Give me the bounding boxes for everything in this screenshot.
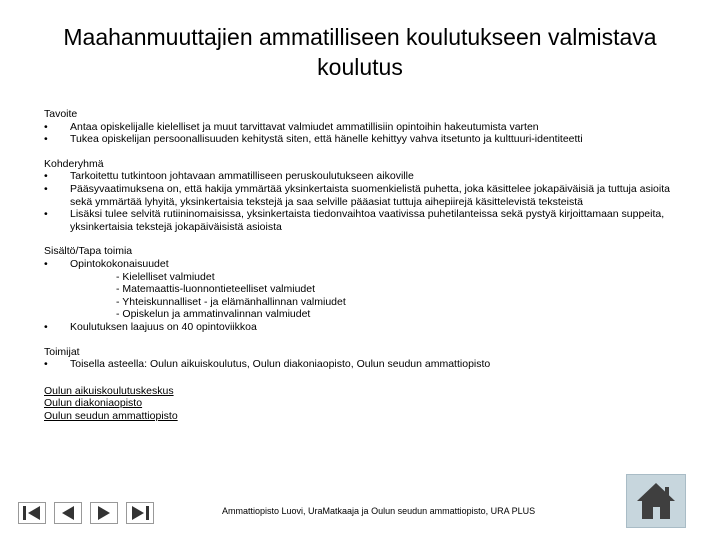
list-item [44, 170, 684, 183]
sub-list-item: - Matemaattis-luonnontieteelliset valmiudet [116, 283, 316, 296]
home-icon [627, 475, 685, 527]
bullet: • [44, 170, 48, 183]
list-item-text: Tarkoitettu tutkintoon johtavaan ammatilliseen peruskoulutukseen aikoville [70, 170, 414, 183]
bullet: • [44, 133, 48, 146]
links-list [44, 385, 684, 423]
list-item-text: Antaa opiskelijalle kielelliset ja muut tarvittavat valmiudet ammatillisiin opintoihin hakeutumista varten [70, 120, 539, 133]
section-heading: Sisältö/Tapa toimia [44, 245, 133, 258]
last-slide-button[interactable] [126, 502, 154, 524]
home-button[interactable] [626, 474, 686, 528]
sub-list-item: - Yhteiskunnalliset - ja elämänhallinnan valmiudet [116, 295, 346, 308]
last-slide-icon [126, 502, 154, 524]
list-item-text: Pääsyvaatimuksena on, että hakija ymmärtää yksinkertaista suomenkielistä puhetta, joka käsittelee jokapäiväisiä ja tuttuja asioita sekä ymmärtää lyhyitä, yksinkertaisia tekstejä ja saa selville pääasiat tuttuja aihepiirejä käsittelevistä teksteistä [70, 182, 670, 208]
next-slide-icon [90, 502, 118, 524]
previous-slide-icon [54, 502, 82, 524]
link-oulun-diakoniaopisto[interactable]: Oulun diakoniaopisto [44, 397, 143, 410]
bullet: • [44, 320, 48, 333]
list-item-text: Toisella asteella: Oulun aikuiskoulutus, Oulun diakoniaopisto, Oulun seudun ammattiopisto [70, 358, 491, 371]
list-item-text: Tukea opiskelijan persoonallisuuden kehitystä siten, että hänelle kehittyy vahva itsetunto ja kulttuuri-identiteetti [70, 133, 583, 146]
list-item [44, 358, 684, 371]
bullet: • [44, 257, 48, 270]
first-slide-button[interactable] [18, 502, 46, 524]
sub-list-item: - Kielelliset valmiudet [116, 270, 215, 283]
link-oulun-aikuiskoulutuskeskus[interactable]: Oulun aikuiskoulutuskeskus [44, 384, 174, 397]
list-item [44, 121, 684, 134]
list-item [44, 321, 684, 334]
previous-slide-button[interactable] [54, 502, 82, 524]
section-tavoite [44, 108, 684, 146]
section-toimijat [44, 346, 684, 371]
section-heading: Toimijat [44, 345, 80, 358]
bullet: • [44, 208, 48, 221]
footer-text: Ammattiopisto Luovi, UraMatkaaja ja Oulun seudun ammattiopisto, URA PLUS [222, 506, 536, 516]
main-content [44, 108, 684, 422]
list-item [44, 258, 684, 271]
bullet: • [44, 120, 48, 133]
first-slide-icon [18, 502, 46, 524]
section-sisalto [44, 245, 684, 333]
list-item [44, 208, 684, 233]
bullet: • [44, 182, 48, 195]
list-item [44, 133, 684, 146]
next-slide-button[interactable] [90, 502, 118, 524]
list-item-text: Lisäksi tulee selvitä rutiininomaisissa, yksinkertaista tiedonvaihtoa vaativissa puhetilanteissa sekä pystyä kirjoittamaan suppeita, yksinkertaisia tekstejä jokapäiväisistä asioista [70, 208, 665, 233]
bullet: • [44, 358, 48, 371]
section-kohderyhma [44, 158, 684, 234]
section-heading: Tavoite [44, 108, 78, 120]
page-title: Maahanmuuttajien ammatilliseen koulutukseen valmistava koulutus [63, 24, 657, 80]
list-item-text: Koulutuksen laajuus on 40 opintoviikkoa [70, 320, 257, 333]
list-item-text: Opintokokonaisuudet [70, 257, 169, 270]
link-oulun-seudun-ammattiopisto[interactable]: Oulun seudun ammattiopisto [44, 409, 178, 422]
sub-list-item: - Opiskelun ja ammatinvalinnan valmiudet [116, 308, 311, 321]
list-item [44, 183, 684, 208]
section-heading: Kohderyhmä [44, 157, 104, 170]
